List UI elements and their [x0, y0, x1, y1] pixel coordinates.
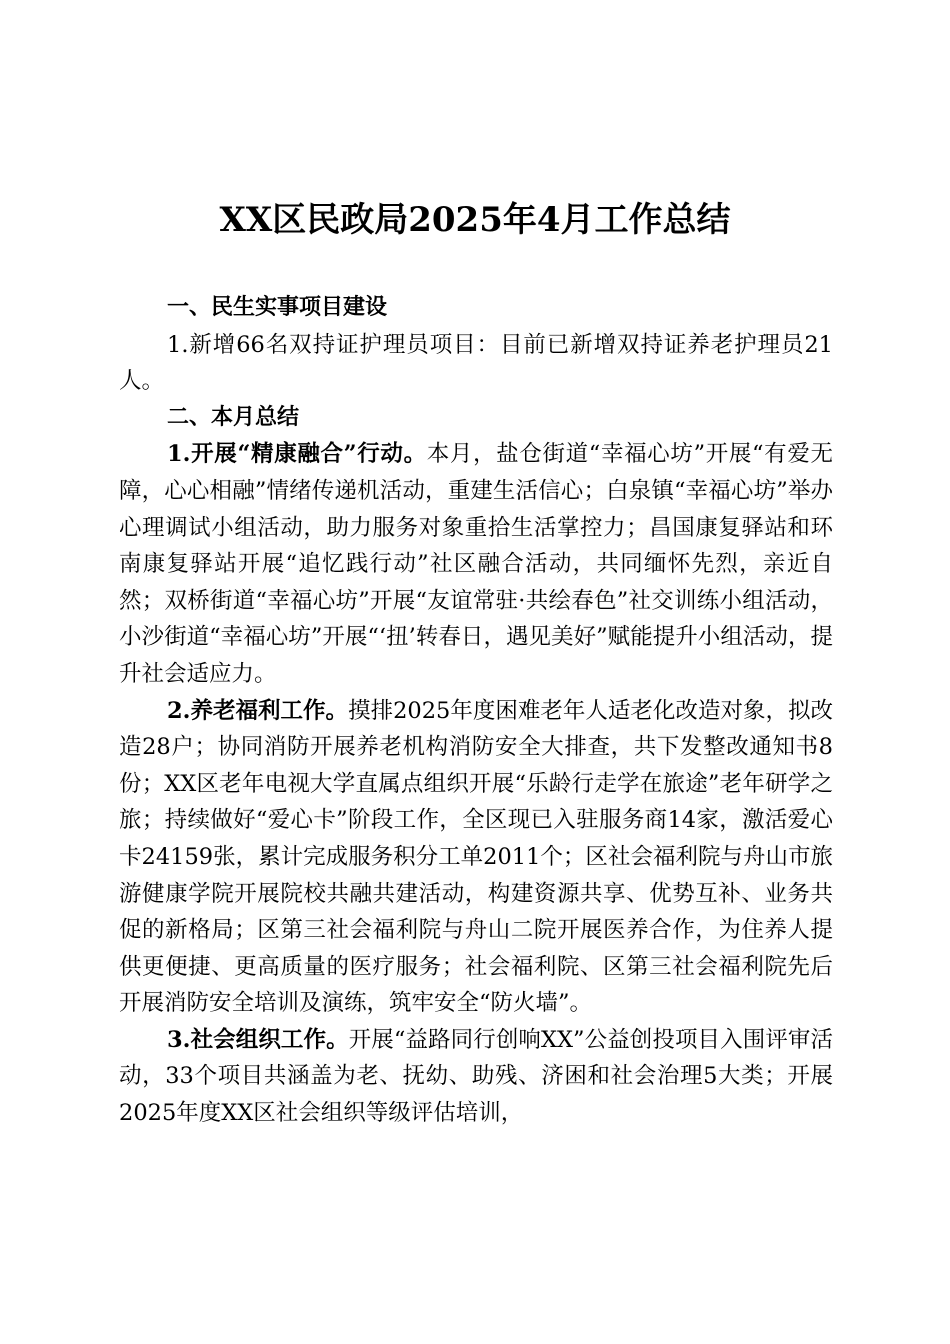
document-body — [119, 290, 833, 1132]
section-heading-2: 二、本月总结 — [167, 404, 300, 430]
item2-lead: 2.养老福利工作。 — [167, 697, 349, 724]
section1-paragraph-1: 1.新增66名双持证护理员项目：目前已新增双持证养老护理员21人。 — [119, 331, 833, 395]
item3-lead: 3.社会组织工作。 — [167, 1026, 349, 1053]
section2-item-2 — [119, 693, 833, 1022]
section2-item-3 — [119, 1022, 833, 1132]
item2-text: 摸排2025年度困难老年人适老化改造对象，拟改造28户；协同消防开展养老机构消防安全大排查，共下发整改通知书8份；XX区老年电视大学直属点组织开展“乐龄行走学在旅途”老年研学之旅；持续做好“爱心卡”阶段工作，全区现已入驻服务商14家，激活爱心卡24159张，累计完成服务积分工单2011个；区社会福利院与舟山市旅游健康学院开展院校共融共建活动，构建资源共享、优势互补、业务共促的新格局；区第三社会福利院与舟山二院开展医养合作，为住养人提供更便捷、更高质量的医疗服务；社会福利院、区第三社会福利院先后开展消防安全培训及演练，筑牢安全“防火墙”。 — [119, 697, 833, 1017]
section2-item-1 — [119, 436, 833, 692]
item1-lead: 1.开展“精康融合”行动。 — [167, 441, 427, 468]
item1-text: 本月，盐仓街道“幸福心坊”开展“有爱无障，心心相融”情绪传递机活动，重建生活信心；白泉镇“幸福心坊”举办心理调试小组活动，助力服务对象重拾生活掌控力；昌国康复驿站和环南康复驿站开展“追忆践行动”社区融合活动，共同缅怀先烈，亲近自然；双桥街道“幸福心坊”开展“友谊常驻·共绘春色”社交训练小组活动，小沙街道“幸福心坊”开展“‘扭’转春日，遇见美好”赋能提升小组活动，提升社会适应力。 — [119, 441, 833, 687]
item3-text: 开展“益路同行创响XX”公益创投项目入围评审活动，33个项目共涵盖为老、抚幼、助残、济困和社会治理5大类；开展2025年度XX区社会组织等级评估培训， — [119, 1026, 833, 1127]
document-title: XX区民政局2025年4月工作总结 — [219, 200, 731, 240]
section-heading-1: 一、民生实事项目建设 — [167, 295, 388, 320]
